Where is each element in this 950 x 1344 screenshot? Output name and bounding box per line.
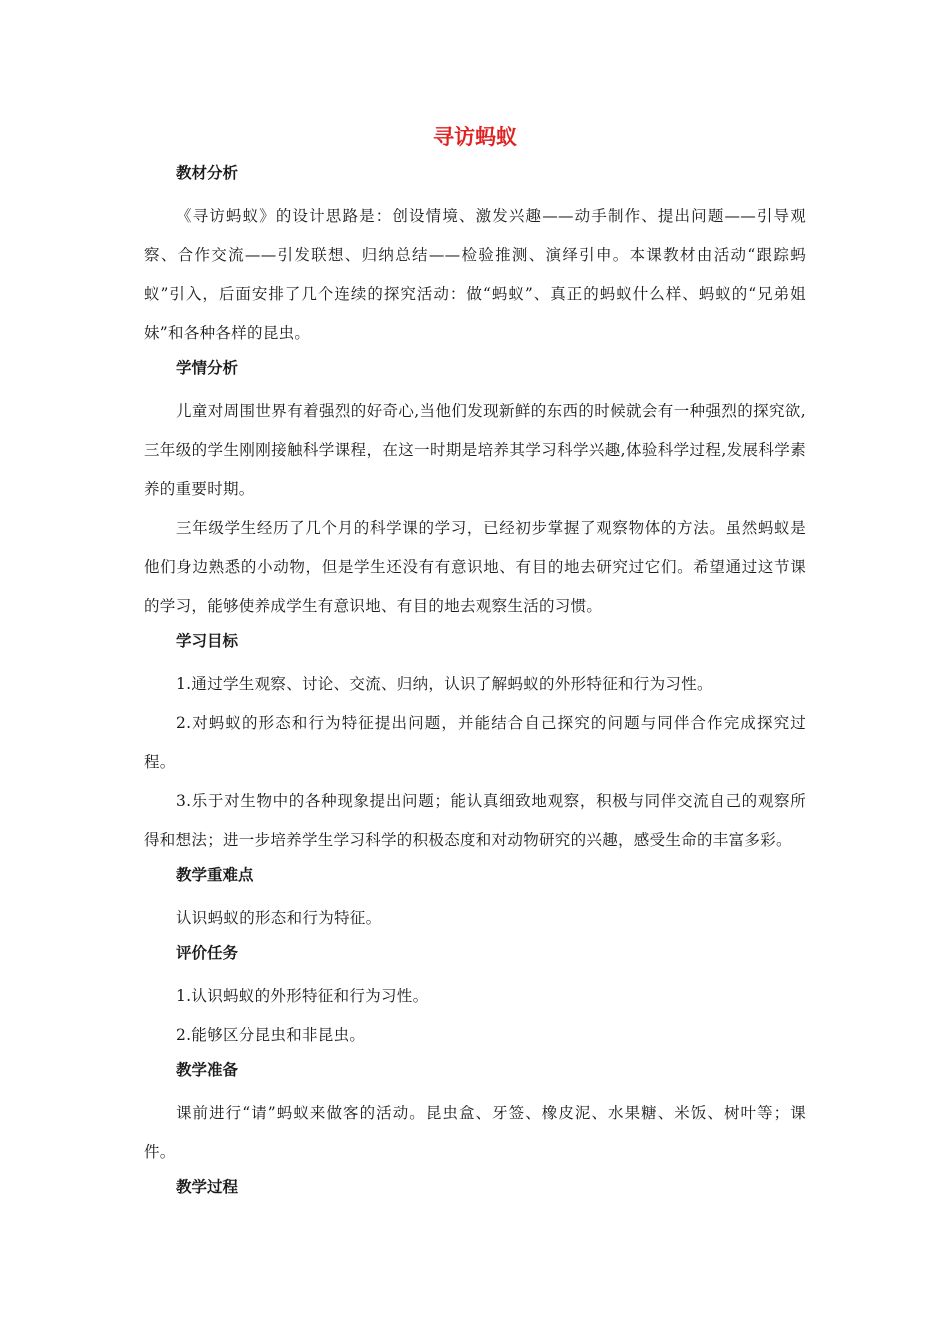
paragraph: 2.对蚂蚁的形态和行为特征提出问题，并能结合自己探究的问题与同伴合作完成探究过程。 xyxy=(144,714,806,771)
section-heading-teaching-process: 教学过程 xyxy=(176,1178,239,1196)
paragraph: 认识蚂蚁的形态和行为特征。 xyxy=(176,909,382,927)
paragraph: 1.认识蚂蚁的外形特征和行为习性。 xyxy=(176,987,429,1005)
paragraph: 1.通过学生观察、讨论、交流、归纳，认识了解蚂蚁的外形特征和行为习性。 xyxy=(176,675,713,693)
section-heading-textbook-analysis: 教材分析 xyxy=(176,164,239,182)
section-heading-learning-goals: 学习目标 xyxy=(176,632,239,650)
paragraph: 课前进行“请”蚂蚁来做客的活动。昆虫盒、牙签、橡皮泥、水果糖、米饭、树叶等；课件。 xyxy=(144,1104,806,1161)
paragraph: 《寻访蚂蚁》的设计思路是：创设情境、激发兴趣——动手制作、提出问题——引导观察、合作交流——引发联想、归纳总结——检验推测、演绎引申。本课教材由活动“跟踪蚂蚁”引入，后面安排了几个连续的探究活动：做“蚂蚁”、真正的蚂蚁什么样、蚂蚁的“兄弟姐妹”和各种各样的昆虫。 xyxy=(144,207,806,342)
document-title: 寻访蚂蚁 xyxy=(433,125,517,149)
paragraph: 2.能够区分昆虫和非昆虫。 xyxy=(176,1026,366,1044)
paragraph: 儿童对周围世界有着强烈的好奇心,当他们发现新鲜的东西的时候就会有一种强烈的探究欲,三年级的学生刚刚接触科学课程，在这一时期是培养其学习科学兴趣,体验科学过程,发展科学素养的重要时期。 xyxy=(144,402,806,498)
paragraph: 三年级学生经历了几个月的科学课的学习，已经初步掌握了观察物体的方法。虽然蚂蚁是他们身边熟悉的小动物，但是学生还没有有意识地、有目的地去研究过它们。希望通过这节课的学习，能够使养成学生有意识地、有目的地去观察生活的习惯。 xyxy=(144,519,806,615)
document-body xyxy=(144,160,806,1211)
section-heading-key-points: 教学重难点 xyxy=(176,866,254,884)
paragraph: 3.乐于对生物中的各种现象提出问题；能认真细致地观察，积极与同伴交流自己的观察所得和想法；进一步培养学生学习科学的积极态度和对动物研究的兴趣，感受生命的丰富多彩。 xyxy=(144,792,806,849)
section-heading-student-analysis: 学情分析 xyxy=(176,359,239,377)
section-heading-evaluation-tasks: 评价任务 xyxy=(176,944,239,962)
section-heading-teaching-preparation: 教学准备 xyxy=(176,1061,239,1079)
